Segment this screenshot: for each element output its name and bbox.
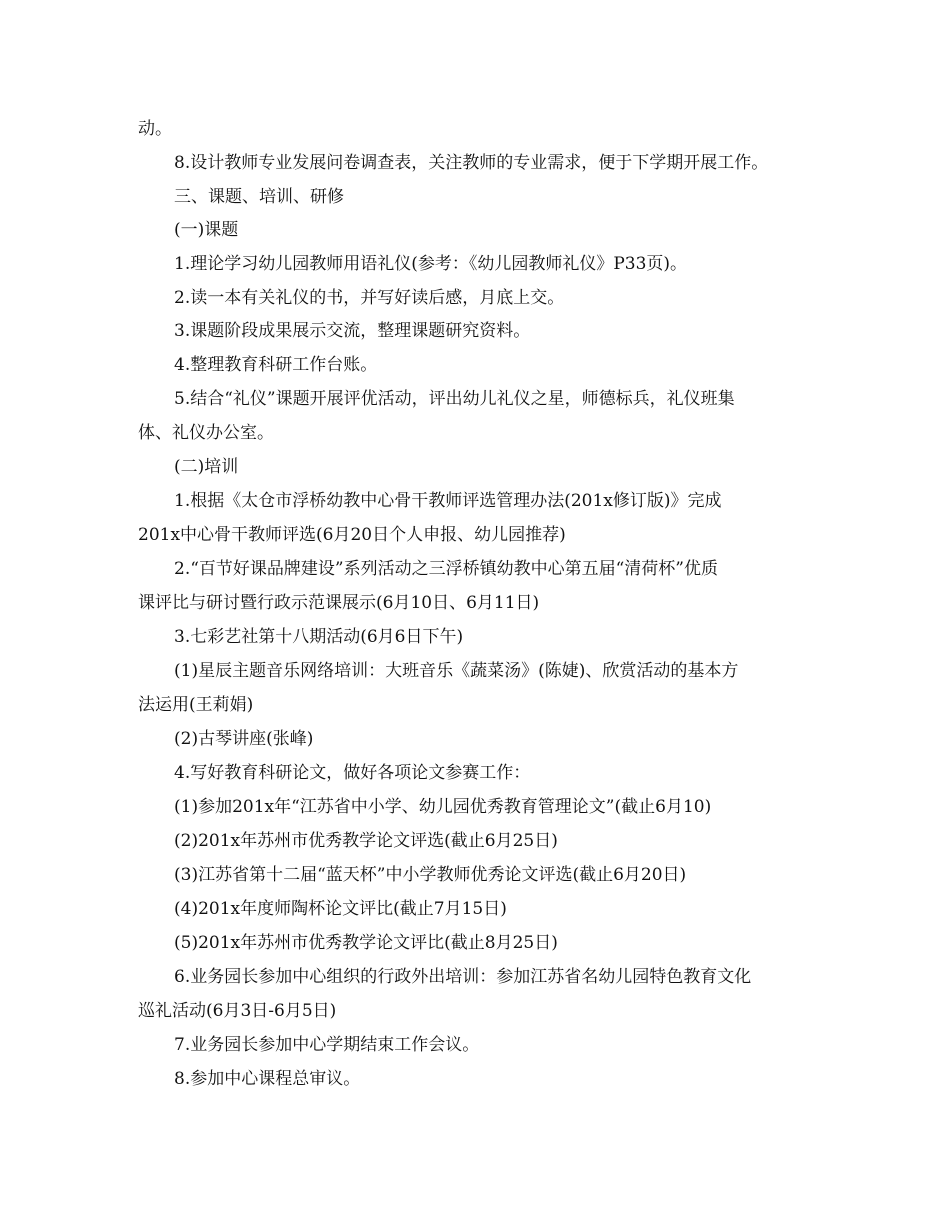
text-line: 课评比与研讨暨行政示范课展示(6月10日、6月11日)	[138, 593, 540, 613]
text-line: (2)古琴讲座(张峰)	[174, 729, 314, 749]
text-line: 6.业务园长参加中心组织的行政外出培训：参加江苏省名幼儿园特色教育文化	[174, 967, 752, 987]
text-line: (3)江苏省第十二届“蓝天杯”中小学教师优秀论文评选(截止6月20日)	[174, 865, 687, 885]
text-line: 8.设计教师专业发展问卷调查表，关注教师的专业需求，便于下学期开展工作。	[174, 153, 769, 173]
text-line: 7.业务园长参加中心学期结束工作会议。	[174, 1035, 480, 1055]
text-line: 动。	[138, 119, 172, 139]
text-line: (2)201x年苏州市优秀教学论文评选(截止6月25日)	[174, 831, 558, 851]
subsection-heading: (二)培训	[174, 457, 239, 477]
text-line: 体、礼仪办公室。	[138, 423, 274, 443]
text-line: 2.“百节好课品牌建设”系列活动之三浮桥镇幼教中心第五届“清荷杯”优质	[174, 559, 718, 579]
text-line: (4)201x年度师陶杯论文评比(截止7月15日)	[174, 899, 507, 919]
text-line: 1.根据《太仓市浮桥幼教中心骨干教师评选管理办法(201x修订版)》完成	[174, 491, 722, 511]
text-line: 8.参加中心课程总审议。	[174, 1069, 361, 1089]
text-line: 3.课题阶段成果展示交流，整理课题研究资料。	[174, 321, 531, 341]
text-line: 5.结合“礼仪”课题开展评优活动，评出幼儿礼仪之星，师德标兵，礼仪班集	[174, 389, 735, 409]
text-line: 201x中心骨干教师评选(6月20日个人申报、幼儿园推荐)	[138, 525, 566, 545]
text-line: 3.七彩艺社第十八期活动(6月6日下午)	[174, 627, 464, 647]
subsection-heading: (一)课题	[174, 220, 239, 240]
text-line: 法运用(王莉娟)	[138, 695, 254, 715]
text-line: 巡礼活动(6月3日-6月5日)	[138, 1001, 337, 1021]
section-heading: 三、课题、培训、研修	[174, 187, 344, 207]
text-line: (1)星辰主题音乐网络培训：大班音乐《蔬菜汤》(陈婕)、欣赏活动的基本方	[174, 661, 739, 681]
text-line: 2.读一本有关礼仪的书，并写好读后感，月底上交。	[174, 288, 565, 308]
text-line: 4.整理教育科研工作台账。	[174, 355, 378, 375]
text-line: (5)201x年苏州市优秀教学论文评比(截止8月25日)	[174, 933, 558, 953]
text-line: 1.理论学习幼儿园教师用语礼仪(参考：《幼儿园教师礼仪》P33页)。	[174, 254, 688, 274]
text-line: 4.写好教育科研论文，做好各项论文参赛工作：	[174, 763, 531, 783]
text-line: (1)参加201x年“江苏省中小学、幼儿园优秀教育管理论文”(截止6月10)	[174, 797, 712, 817]
